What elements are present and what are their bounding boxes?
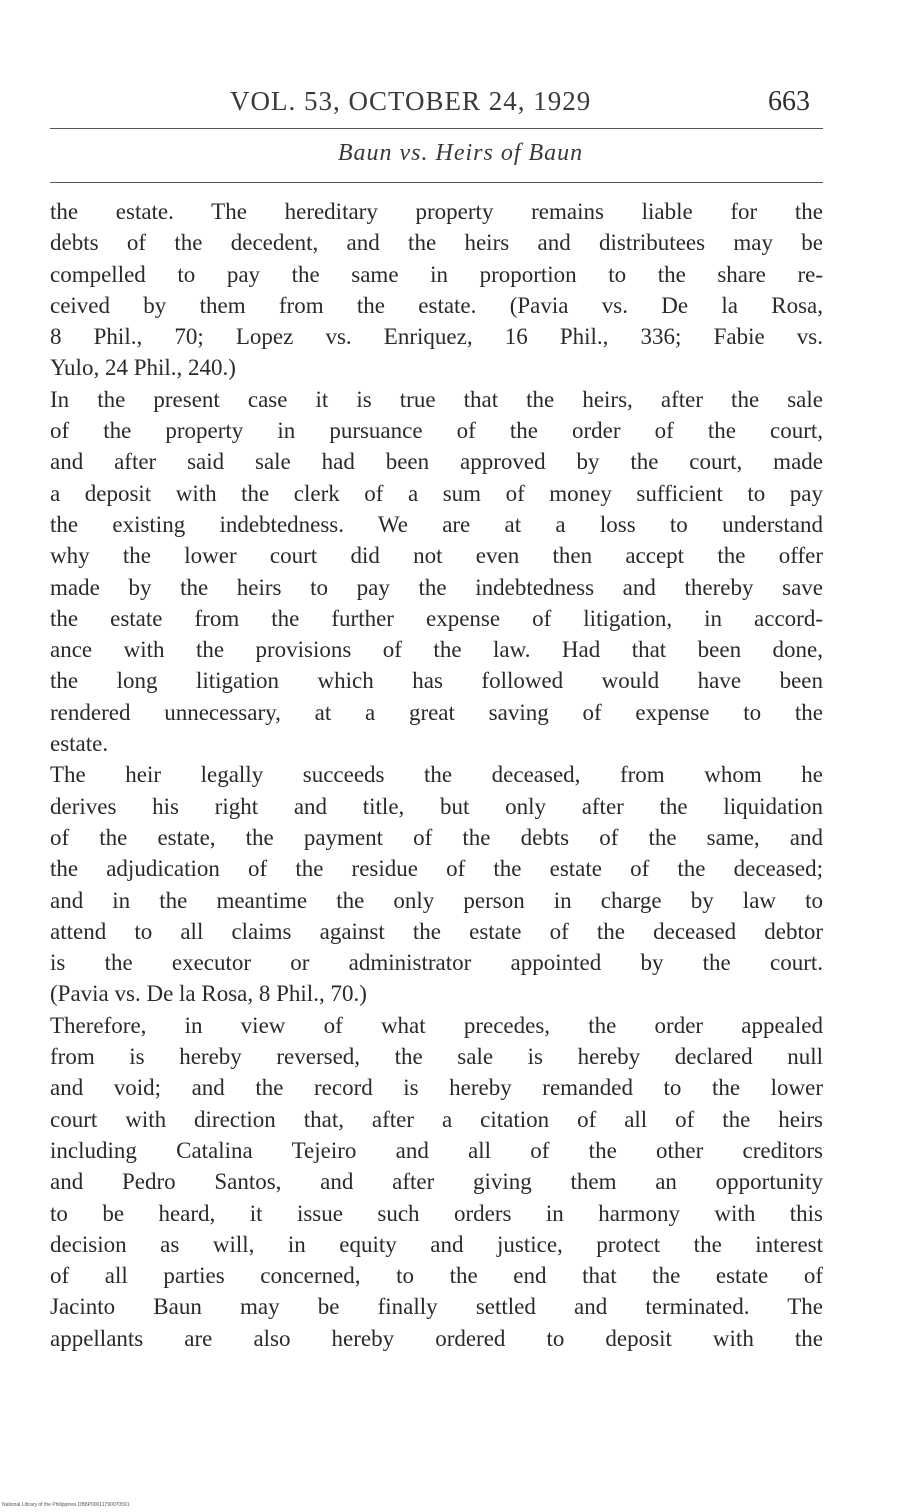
- text-line: the estate from the further expense of litigation, in accord-: [50, 605, 823, 631]
- text-line: 8 Phil., 70; Lopez vs. Enriquez, 16 Phil., 336; Fabie vs.: [50, 324, 823, 350]
- text-line: and after said sale had been approved by the court, made: [50, 449, 823, 475]
- text-line: including Catalina Tejeiro and all of the other creditors: [50, 1137, 823, 1163]
- text-line: rendered unnecessary, at a great saving of expense to the: [50, 699, 823, 725]
- text-line: ance with the provisions of the law. Had that been done,: [50, 637, 823, 663]
- text-line: compelled to pay the same in proportion to the share re-: [50, 261, 823, 287]
- header-rule-top: [50, 128, 823, 129]
- header-rule-bottom: [50, 182, 823, 183]
- text-line: of the estate, the payment of the debts of the same, and: [50, 824, 823, 850]
- case-title: Baun vs. Heirs of Baun: [337, 140, 584, 166]
- text-line: of the property in pursuance of the order of the court,: [50, 418, 823, 444]
- text-line: why the lower court did not even then accept the offer: [50, 543, 823, 569]
- page-number: 663: [768, 86, 810, 117]
- body-text: [50, 196, 823, 1354]
- text-line: decision as will, in equity and justice, protect the interest: [50, 1231, 823, 1257]
- text-line: Jacinto Baun may be finally settled and terminated. The: [50, 1294, 823, 1320]
- text-line: the estate. The hereditary property remains liable for the: [50, 199, 823, 224]
- text-line: Therefore, in view of what precedes, the order appealed: [50, 1012, 823, 1038]
- text-line: a deposit with the clerk of a sum of money sufficient to pay: [50, 480, 823, 506]
- text-line: court with direction that, after a citation of all of the heirs: [50, 1106, 823, 1132]
- text-line: ceived by them from the estate. (Pavia vs. De la Rosa,: [50, 292, 823, 318]
- text-line: debts of the decedent, and the heirs and distributees may be: [50, 230, 823, 256]
- text-line: made by the heirs to pay the indebtedness and thereby save: [50, 574, 823, 600]
- text-line: the existing indebtedness. We are at a loss to understand: [50, 511, 823, 537]
- text-line: estate.: [50, 731, 109, 757]
- text-line: is the executor or administrator appointed by the court.: [50, 950, 823, 976]
- text-line: from is hereby reversed, the sale is hereby declared null: [50, 1044, 823, 1070]
- text-line: the adjudication of the residue of the estate of the deceased;: [50, 856, 823, 882]
- text-line: and void; and the record is hereby remanded to the lower: [50, 1075, 823, 1101]
- text-line: appellants are also hereby ordered to deposit with the: [50, 1325, 823, 1351]
- text-line: the long litigation which has followed would have been: [50, 668, 823, 694]
- text-line: attend to all claims against the estate of the deceased debtor: [50, 918, 823, 944]
- text-line: of all parties concerned, to the end that the estate of: [50, 1263, 823, 1289]
- text-line: Yulo, 24 Phil., 240.): [50, 355, 236, 381]
- text-line: to be heard, it issue such orders in harmony with this: [50, 1200, 823, 1226]
- text-line: The heir legally succeeds the deceased, from whom he: [50, 762, 823, 788]
- text-line: (Pavia vs. De la Rosa, 8 Phil., 70.): [50, 981, 367, 1007]
- footer-credit: National Library of the Philippines DB8P00011790070591: [2, 1502, 130, 1508]
- running-head: VOL. 53, OCTOBER 24, 1929: [230, 86, 592, 116]
- text-line: In the present case it is true that the heirs, after the sale: [50, 386, 823, 412]
- text-line: derives his right and title, but only after the liquidation: [50, 793, 823, 819]
- text-line: and Pedro Santos, and after giving them an opportunity: [50, 1169, 823, 1195]
- text-line: and in the meantime the only person in charge by law to: [50, 887, 823, 913]
